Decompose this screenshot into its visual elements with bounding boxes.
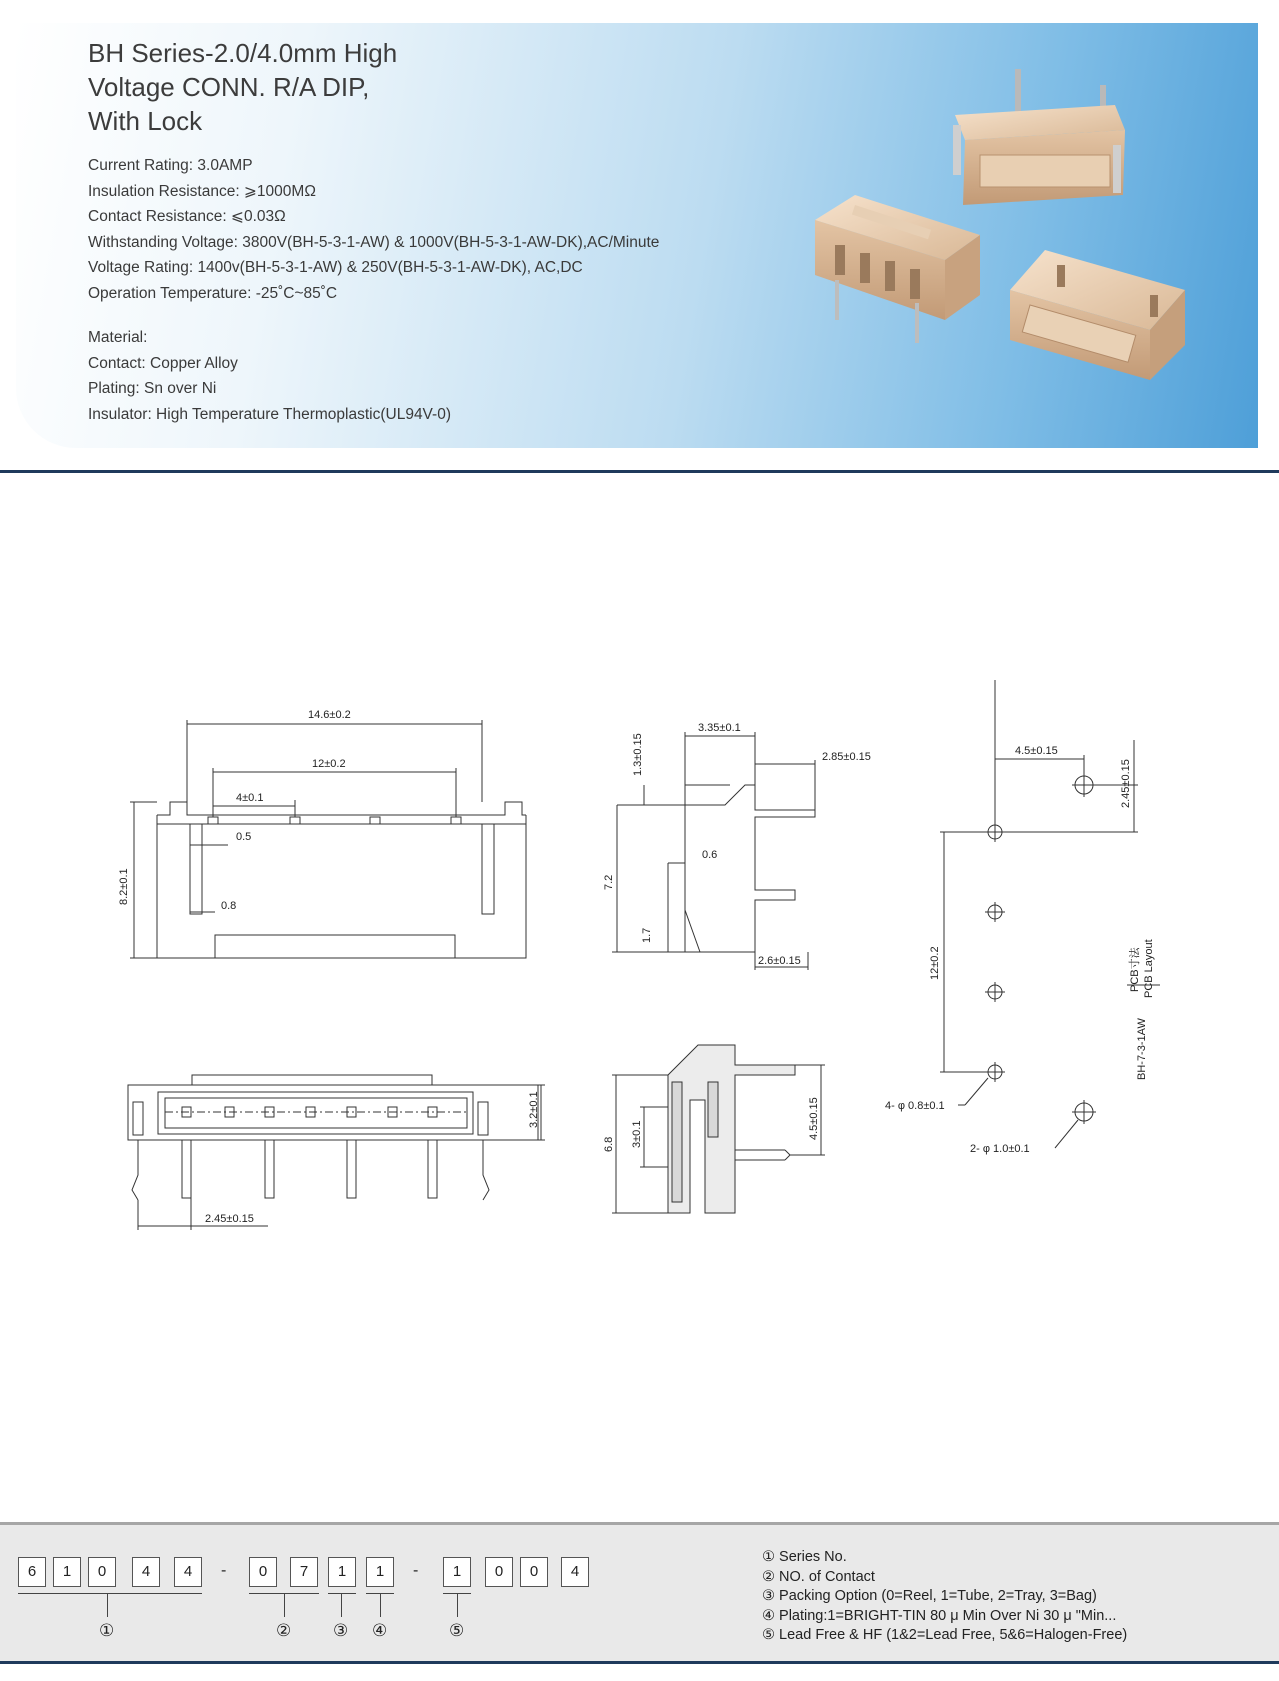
legend-leadfree: ⑤ Lead Free & HF (1&2=Lead Free, 5&6=Halogen-Free) xyxy=(762,1627,1128,1643)
pn-digit: 7 xyxy=(290,1557,318,1587)
footer-divider xyxy=(0,1661,1279,1664)
dim-side-top: 1.3±0.15 xyxy=(632,733,644,776)
legend-contacts: ② NO. of Contact xyxy=(762,1568,875,1585)
dim-section-height: 6.8 xyxy=(603,1136,615,1152)
material-heading: Material: xyxy=(88,329,148,346)
pn-digit: 0 xyxy=(485,1557,513,1587)
material-contact: Contact: Copper Alloy xyxy=(88,354,238,372)
dim-pcb-holes-large: 2- φ 1.0±0.1 xyxy=(970,1143,1030,1155)
pn-digit: 6 xyxy=(18,1557,46,1587)
pn-digit: 4 xyxy=(132,1557,160,1587)
pn-digit: 4 xyxy=(561,1557,589,1587)
pn-digit: 1 xyxy=(328,1557,356,1587)
dim-side-tail: 2.6±0.15 xyxy=(758,955,801,967)
spec-insulation-resistance: Insulation Resistance: ⩾1000MΩ xyxy=(88,182,316,200)
pn-underline-series xyxy=(18,1593,202,1594)
dim-front-overall: 14.6±0.2 xyxy=(308,709,351,721)
spec-voltage-rating: Voltage Rating: 1400v(BH-5-3-1-AW) & 250V(BH-5-3-1-AW-DK), AC,DC xyxy=(88,259,583,276)
dim-pcb-span: 12±0.2 xyxy=(929,946,941,980)
dim-pcb-pitch-x: 4.5±0.15 xyxy=(1015,745,1058,757)
pn-digit: 0 xyxy=(249,1557,277,1587)
dim-section-pin: 4.5±0.15 xyxy=(808,1097,820,1140)
dim-front-wall: 0.8 xyxy=(221,900,237,912)
title-line-2: Voltage CONN. R/A DIP, xyxy=(88,72,370,102)
dim-side-depth: 3.35±0.1 xyxy=(698,722,741,734)
spec-withstanding-voltage: Withstanding Voltage: 3800V(BH-5-3-1-AW) & 1000V(BH-5-3-1-AW-DK),AC/Minute xyxy=(88,233,660,251)
dim-front-pitch: 4±0.1 xyxy=(236,792,264,804)
dim-section-inner: 3±0.1 xyxy=(631,1120,643,1148)
title-line-1: BH Series-2.0/4.0mm High xyxy=(88,38,398,68)
dim-front-height: 8.2±0.1 xyxy=(118,868,130,905)
spec-operation-temperature: Operation Temperature: -25˚C~85˚C xyxy=(88,284,338,302)
pn-digit: 1 xyxy=(53,1557,81,1587)
spec-current-rating: Current Rating: 3.0AMP xyxy=(88,157,253,174)
front-view xyxy=(130,720,526,958)
pn-leader xyxy=(341,1593,342,1617)
pn-marker-2: ② xyxy=(276,1621,292,1641)
section-view xyxy=(612,1045,825,1213)
pcb-layout-label-en: PCB Layout xyxy=(1143,939,1155,998)
pn-digit: 1 xyxy=(443,1557,471,1587)
title-line-3: With Lock xyxy=(88,106,203,136)
dim-bottom-depth: 3.2±0.1 xyxy=(528,1091,540,1128)
technical-drawings xyxy=(0,680,1279,1260)
product-title xyxy=(88,36,488,138)
pn-marker-3: ③ xyxy=(333,1621,349,1641)
pn-leader xyxy=(107,1593,108,1617)
dim-pcb-pitch-y: 2.45±0.15 xyxy=(1120,759,1132,808)
dim-pcb-holes-small: 4- φ 0.8±0.1 xyxy=(885,1100,945,1112)
dim-side-lock: 0.6 xyxy=(702,849,718,861)
pcb-model-label: BH-7-3-1AW xyxy=(1136,1018,1148,1080)
pn-dash: - xyxy=(413,1562,419,1579)
material-list xyxy=(88,325,451,427)
pn-digit: 0 xyxy=(520,1557,548,1587)
pn-digit: 1 xyxy=(366,1557,394,1587)
spec-contact-resistance: Contact Resistance: ⩽0.03Ω xyxy=(88,208,286,225)
pn-digit: 0 xyxy=(88,1557,116,1587)
material-plating: Plating: Sn over Ni xyxy=(88,380,217,397)
pn-leader xyxy=(380,1593,381,1617)
pn-marker-4: ④ xyxy=(372,1621,388,1641)
legend-plating: ④ Plating:1=BRIGHT-TIN 80 μ Min Over Ni 30 μ "Min... xyxy=(762,1607,1117,1624)
legend-packing: ③ Packing Option (0=Reel, 1=Tube, 2=Tray, 3=Bag) xyxy=(762,1588,1097,1604)
part-number-section xyxy=(0,1522,1279,1662)
drawing-canvas xyxy=(0,680,1279,1260)
pn-leader xyxy=(284,1593,285,1617)
dim-side-base: 1.7 xyxy=(641,927,653,943)
pcb-layout-label-cn: PCB寸法 xyxy=(1129,947,1141,992)
pn-leader xyxy=(457,1593,458,1617)
dim-side-pin-offset: 2.85±0.15 xyxy=(822,751,871,763)
material-insulator: Insulator: High Temperature Thermoplastic(UL94V-0) xyxy=(88,405,451,423)
dim-front-pin: 0.5 xyxy=(236,831,252,843)
part-number-legend xyxy=(762,1548,1127,1646)
header-divider xyxy=(0,470,1279,473)
pn-digit: 4 xyxy=(174,1557,202,1587)
connector-right-view xyxy=(1010,250,1185,380)
pn-dash: - xyxy=(221,1562,227,1579)
pn-marker-5: ⑤ xyxy=(449,1621,465,1641)
bottom-view xyxy=(128,1075,545,1230)
dim-front-span: 12±0.2 xyxy=(312,758,346,770)
legend-series: ① Series No. xyxy=(762,1549,847,1565)
dim-side-height: 7.2 xyxy=(603,874,615,890)
spec-list xyxy=(88,153,659,306)
connector-top-view xyxy=(953,69,1125,205)
pn-underline-packing xyxy=(328,1593,356,1594)
pn-marker-1: ① xyxy=(99,1621,115,1641)
dim-bottom-offset: 2.45±0.15 xyxy=(205,1213,254,1225)
connector-left-view xyxy=(815,195,980,343)
connector-product-photo xyxy=(795,55,1215,405)
